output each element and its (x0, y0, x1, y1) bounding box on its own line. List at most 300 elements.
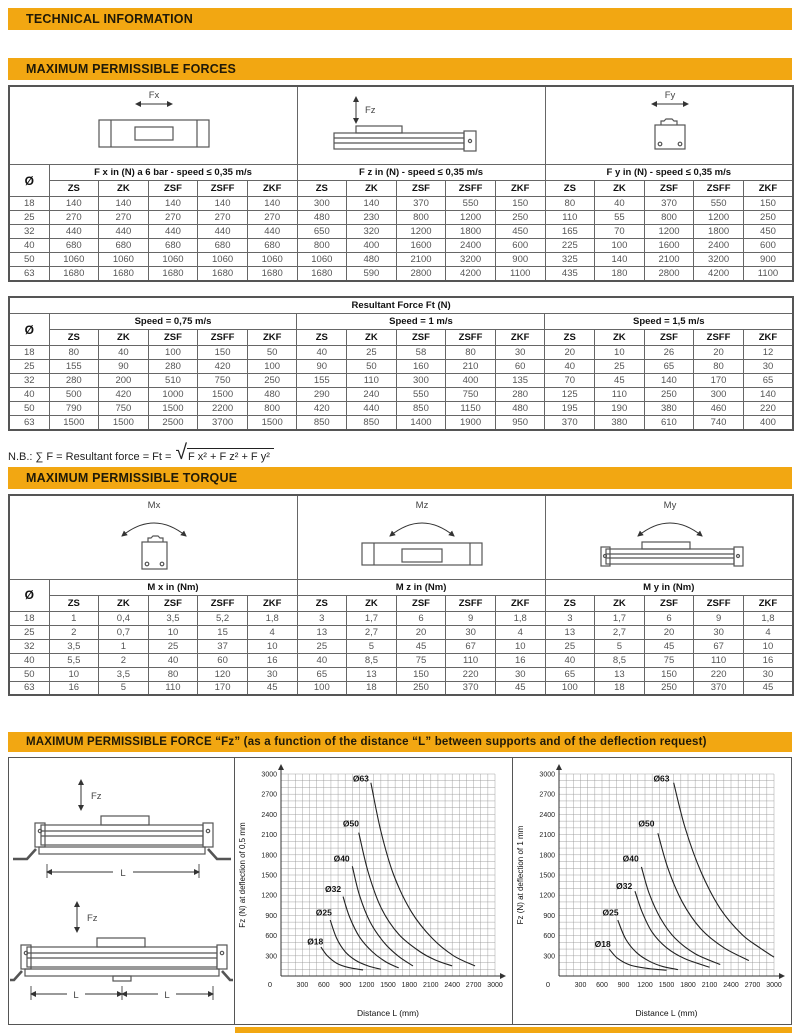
value-cell: 140 (49, 197, 99, 211)
series-label-d40: Ø40 (622, 853, 639, 864)
value-cell: 370 (694, 681, 744, 695)
value-cell: 440 (49, 225, 99, 239)
x-tick-label: 1800 (679, 982, 696, 989)
value-cell: 4200 (446, 267, 496, 281)
x-tick-label: 2700 (744, 982, 761, 989)
dim-label-2b: L (164, 990, 170, 1001)
value-cell: 40 (545, 653, 595, 667)
value-cell: 420 (99, 388, 149, 402)
fy-group-header: F y in (N) - speed ≤ 0,35 m/s (545, 165, 793, 181)
fz-force-label-2: Fz (87, 913, 98, 924)
value-cell: 9 (446, 611, 496, 625)
value-cell: 220 (694, 667, 744, 681)
value-cell: 100 (297, 681, 347, 695)
value-cell: 80 (148, 667, 198, 681)
value-cell: 20 (694, 346, 744, 360)
value-cell: 200 (99, 374, 149, 388)
value-cell: 25 (545, 639, 595, 653)
value-cell: 110 (446, 653, 496, 667)
value-cell: 240 (347, 388, 397, 402)
value-cell: 440 (99, 225, 149, 239)
value-cell: 250 (743, 211, 793, 225)
support-diagrams-panel (9, 758, 235, 1024)
value-cell: 0,4 (99, 611, 149, 625)
value-cell: 680 (148, 239, 198, 253)
value-cell: 550 (446, 197, 496, 211)
torque-table (8, 494, 794, 697)
value-cell: 1500 (49, 416, 99, 430)
value-cell: 135 (495, 374, 545, 388)
value-cell: 900 (495, 253, 545, 267)
value-cell: 170 (694, 374, 744, 388)
value-cell: 30 (495, 346, 545, 360)
fz-chart-05mm (235, 758, 511, 1022)
table-row (9, 667, 793, 681)
table-row (9, 639, 793, 653)
value-cell: 1680 (148, 267, 198, 281)
col-header-zs: ZS (49, 595, 99, 611)
value-cell: 15 (198, 625, 248, 639)
col-header-zsf: ZSF (644, 181, 694, 197)
value-cell: 170 (198, 681, 248, 695)
dim-label-2a: L (73, 990, 79, 1001)
speed-1-header: Speed = 1 m/s (297, 314, 545, 330)
col-header-zs: ZS (49, 181, 99, 197)
col-header-zsff: ZSFF (694, 181, 744, 197)
value-cell: 3700 (198, 416, 248, 430)
diameter-value: 63 (9, 267, 49, 281)
col-header-zkf: ZKF (247, 181, 297, 197)
value-cell: 325 (545, 253, 595, 267)
table-row (9, 360, 793, 374)
col-header-zs: ZS (297, 181, 347, 197)
value-cell: 110 (545, 211, 595, 225)
value-cell: 16 (49, 681, 99, 695)
value-cell: 1100 (495, 267, 545, 281)
value-cell: 1100 (743, 267, 793, 281)
value-cell: 440 (347, 402, 397, 416)
value-cell: 90 (297, 360, 347, 374)
value-cell: 16 (247, 653, 297, 667)
col-header-zs: ZS (545, 330, 595, 346)
col-header-zs: ZS (545, 595, 595, 611)
fz-chart-1mm (513, 758, 790, 1022)
value-cell: 1900 (446, 416, 496, 430)
table-row (9, 402, 793, 416)
value-cell: 480 (247, 388, 297, 402)
value-cell: 30 (694, 625, 744, 639)
col-header-zkf: ZKF (743, 181, 793, 197)
forces-group-header-row (9, 165, 793, 181)
col-header-zkf: ZKF (495, 181, 545, 197)
col-header-zsff: ZSFF (446, 181, 496, 197)
col-header-zs: ZS (297, 595, 347, 611)
value-cell: 1500 (247, 416, 297, 430)
value-cell: 67 (446, 639, 496, 653)
speed-15-header: Speed = 1,5 m/s (545, 314, 793, 330)
value-cell: 100 (247, 360, 297, 374)
value-cell: 1500 (99, 416, 149, 430)
table-row (9, 253, 793, 267)
value-cell: 20 (396, 625, 446, 639)
series-label-d25: Ø25 (602, 907, 619, 918)
value-cell: 950 (495, 416, 545, 430)
value-cell: 2400 (446, 239, 496, 253)
value-cell: 250 (495, 211, 545, 225)
value-cell: 40 (297, 653, 347, 667)
value-cell: 1680 (49, 267, 99, 281)
value-cell: 380 (644, 402, 694, 416)
value-cell: 4 (495, 625, 545, 639)
col-header-zsf: ZSF (148, 181, 198, 197)
value-cell: 195 (545, 402, 595, 416)
y-tick-label: 600 (265, 933, 278, 941)
value-cell: 420 (198, 360, 248, 374)
page (0, 8, 800, 1018)
value-cell: 1,7 (347, 611, 397, 625)
x-axis-title: Distance L (mm) (635, 1008, 698, 1018)
value-cell: 20 (545, 346, 595, 360)
value-cell: 150 (644, 667, 694, 681)
y-tick-label: 2400 (261, 811, 278, 819)
diameter-value: 50 (9, 253, 49, 267)
x-tick-label: 900 (617, 982, 630, 989)
value-cell: 270 (198, 211, 248, 225)
y-axis-title: Fz (N) at deflection of 1 mm (515, 825, 525, 925)
value-cell: 40 (297, 346, 347, 360)
fz-force-label-1: Fz (91, 791, 102, 802)
x-tick-label: 1200 (636, 982, 653, 989)
x-tick-label: 2700 (466, 982, 482, 989)
mx-torque-diagram (10, 496, 296, 576)
table-row (9, 653, 793, 667)
value-cell: 280 (495, 388, 545, 402)
value-cell: 70 (595, 225, 645, 239)
col-header-zkf: ZKF (495, 330, 545, 346)
value-cell: 6 (396, 611, 446, 625)
value-cell: 1200 (644, 225, 694, 239)
value-cell: 2 (99, 653, 149, 667)
value-cell: 440 (247, 225, 297, 239)
value-cell: 2200 (198, 402, 248, 416)
value-cell: 58 (396, 346, 446, 360)
col-header-zsf: ZSF (148, 330, 198, 346)
value-cell: 25 (148, 639, 198, 653)
x-axis-title: Distance L (mm) (357, 1008, 420, 1018)
value-cell: 2,7 (347, 625, 397, 639)
y-tick-label: 1500 (261, 872, 278, 880)
value-cell: 400 (347, 239, 397, 253)
col-header-zsff: ZSFF (694, 595, 744, 611)
fx-group-header: F x in (N) a 6 bar - speed ≤ 0,35 m/s (49, 165, 297, 181)
value-cell: 400 (743, 416, 793, 430)
value-cell: 150 (198, 346, 248, 360)
col-header-zsf: ZSF (148, 595, 198, 611)
value-cell: 3200 (694, 253, 744, 267)
grid (559, 774, 774, 976)
value-cell: 3 (545, 611, 595, 625)
diameter-column-header: Ø (9, 579, 49, 611)
resultant-title-row (9, 297, 793, 314)
value-cell: 70 (545, 374, 595, 388)
value-cell: 45 (247, 681, 297, 695)
value-cell: 850 (297, 416, 347, 430)
diameter-value: 50 (9, 667, 49, 681)
value-cell: 45 (595, 374, 645, 388)
value-cell: 30 (495, 667, 545, 681)
value-cell: 790 (49, 402, 99, 416)
col-header-zsff: ZSFF (198, 330, 248, 346)
resultant-subcol-header-row (9, 330, 793, 346)
value-cell: 5 (347, 639, 397, 653)
x-tick-label: 2400 (722, 982, 739, 989)
table-row (9, 225, 793, 239)
value-cell: 1 (49, 611, 99, 625)
value-cell: 140 (148, 197, 198, 211)
value-cell: 30 (743, 360, 793, 374)
y-tick-label: 1500 (539, 872, 555, 880)
col-header-zsf: ZSF (396, 181, 446, 197)
value-cell: 1500 (148, 402, 198, 416)
table-row (9, 267, 793, 281)
value-cell: 100 (148, 346, 198, 360)
value-cell: 50 (247, 346, 297, 360)
value-cell: 680 (247, 239, 297, 253)
col-header-zk: ZK (347, 181, 397, 197)
value-cell: 80 (49, 346, 99, 360)
value-cell: 1200 (694, 211, 744, 225)
value-cell: 67 (694, 639, 744, 653)
value-cell: 460 (694, 402, 744, 416)
value-cell: 65 (743, 374, 793, 388)
value-cell: 140 (347, 197, 397, 211)
value-cell: 280 (148, 360, 198, 374)
value-cell: 380 (595, 416, 645, 430)
value-cell: 1060 (99, 253, 149, 267)
diameter-value: 18 (9, 611, 49, 625)
value-cell: 4200 (694, 267, 744, 281)
value-cell: 40 (148, 653, 198, 667)
value-cell: 100 (595, 239, 645, 253)
value-cell: 510 (148, 374, 198, 388)
value-cell: 13 (297, 625, 347, 639)
col-header-zkf: ZKF (495, 595, 545, 611)
value-cell: 125 (545, 388, 595, 402)
value-cell: 900 (743, 253, 793, 267)
value-cell: 10 (49, 667, 99, 681)
value-cell: 440 (148, 225, 198, 239)
value-cell: 2100 (396, 253, 446, 267)
value-cell: 230 (347, 211, 397, 225)
mz-torque-diagram (298, 496, 544, 576)
fz-chart-panel-1mm (513, 758, 791, 1024)
series-label-d32: Ø32 (325, 883, 342, 894)
value-cell: 16 (743, 653, 793, 667)
section-header-fz-charts: MAXIMUM PERMISSIBLE FORCE “Fz” (as a function of the distance “L” between supports and of the deflection request) (8, 732, 792, 752)
resultant-table (8, 296, 794, 431)
value-cell: 110 (347, 374, 397, 388)
diameter-value: 25 (9, 211, 49, 225)
value-cell: 8,5 (347, 653, 397, 667)
value-cell: 110 (595, 388, 645, 402)
col-header-zk: ZK (99, 595, 149, 611)
value-cell: 13 (595, 667, 645, 681)
value-cell: 435 (545, 267, 595, 281)
value-cell: 1150 (446, 402, 496, 416)
value-cell: 75 (644, 653, 694, 667)
diameter-column-header: Ø (9, 314, 49, 346)
table-row (9, 611, 793, 625)
col-header-zk: ZK (595, 330, 645, 346)
value-cell: 500 (49, 388, 99, 402)
value-cell: 5 (99, 681, 149, 695)
value-cell: 4 (247, 625, 297, 639)
value-cell: 150 (495, 197, 545, 211)
value-cell: 50 (347, 360, 397, 374)
diameter-value: 32 (9, 639, 49, 653)
diameter-value: 50 (9, 402, 49, 416)
value-cell: 2100 (644, 253, 694, 267)
value-cell: 370 (545, 416, 595, 430)
value-cell: 45 (396, 639, 446, 653)
x-tick-label: 1500 (380, 982, 397, 989)
table-row (9, 388, 793, 402)
value-cell: 680 (99, 239, 149, 253)
value-cell: 1060 (49, 253, 99, 267)
table-row (9, 239, 793, 253)
mz-label: Mz (415, 499, 429, 511)
col-header-zs: ZS (49, 330, 99, 346)
value-cell: 55 (595, 211, 645, 225)
value-cell: 6 (644, 611, 694, 625)
value-cell: 25 (347, 346, 397, 360)
value-cell: 750 (198, 374, 248, 388)
value-cell: 120 (198, 667, 248, 681)
fx-label: Fx (148, 90, 160, 101)
diameter-value: 25 (9, 625, 49, 639)
origin-label: 0 (268, 980, 273, 989)
value-cell: 550 (694, 197, 744, 211)
origin-label: 0 (545, 980, 550, 989)
diameter-value: 40 (9, 388, 49, 402)
table-row (9, 416, 793, 430)
value-cell: 2500 (148, 416, 198, 430)
value-cell: 180 (595, 267, 645, 281)
value-cell: 850 (347, 416, 397, 430)
value-cell: 80 (545, 197, 595, 211)
value-cell: 370 (446, 681, 496, 695)
y-tick-label: 3000 (261, 771, 278, 779)
col-header-zsff: ZSFF (198, 181, 248, 197)
value-cell: 45 (644, 639, 694, 653)
value-cell: 60 (495, 360, 545, 374)
fz-chart-panel-05mm (235, 758, 512, 1024)
series-label-d63: Ø63 (653, 773, 670, 784)
value-cell: 1000 (148, 388, 198, 402)
fz-charts-panel (8, 757, 792, 1025)
value-cell: 800 (396, 211, 446, 225)
value-cell: 40 (595, 197, 645, 211)
series-curve-d40 (353, 866, 414, 966)
my-group-header: M y in (Nm) (545, 579, 793, 595)
series-label-d40: Ø40 (334, 853, 351, 864)
value-cell: 25 (595, 360, 645, 374)
note-text: N.B.: ∑ F = Resultant force = Ft = (8, 450, 172, 463)
value-cell: 80 (446, 346, 496, 360)
value-cell: 3,5 (49, 639, 99, 653)
value-cell: 440 (198, 225, 248, 239)
x-tick-label: 900 (339, 982, 352, 989)
fz-label: Fz (365, 105, 376, 116)
value-cell: 140 (743, 388, 793, 402)
value-cell: 26 (644, 346, 694, 360)
value-cell: 40 (99, 346, 149, 360)
value-cell: 2 (49, 625, 99, 639)
value-cell: 610 (644, 416, 694, 430)
mx-diagram-cell (9, 495, 297, 580)
table-row (9, 625, 793, 639)
value-cell: 270 (49, 211, 99, 225)
value-cell: 65 (297, 667, 347, 681)
value-cell: 10 (743, 639, 793, 653)
value-cell: 300 (297, 197, 347, 211)
value-cell: 270 (148, 211, 198, 225)
value-cell: 1060 (148, 253, 198, 267)
series-curve-d50 (658, 833, 749, 960)
y-tick-label: 300 (265, 953, 278, 961)
value-cell: 2800 (644, 267, 694, 281)
value-cell: 140 (595, 253, 645, 267)
speed-075-header: Speed = 0,75 m/s (49, 314, 297, 330)
value-cell: 1,8 (495, 611, 545, 625)
value-cell: 2,7 (595, 625, 645, 639)
my-label: My (663, 499, 677, 511)
col-header-zsf: ZSF (644, 595, 694, 611)
resultant-title: Resultant Force Ft (N) (9, 297, 793, 314)
value-cell: 1 (99, 639, 149, 653)
value-cell: 165 (545, 225, 595, 239)
mx-group-header: M x in (Nm) (49, 579, 297, 595)
value-cell: 1500 (198, 388, 248, 402)
value-cell: 45 (743, 681, 793, 695)
value-cell: 155 (49, 360, 99, 374)
torque-diagram-row (9, 495, 793, 580)
table-row (9, 681, 793, 695)
value-cell: 65 (644, 360, 694, 374)
value-cell: 1060 (247, 253, 297, 267)
series-label-d32: Ø32 (615, 881, 632, 892)
col-header-zkf: ZKF (743, 595, 793, 611)
y-tick-label: 2100 (539, 832, 555, 840)
value-cell: 3,5 (148, 611, 198, 625)
fx-cylinder-diagram (10, 87, 296, 161)
value-cell: 18 (347, 681, 397, 695)
value-cell: 1,8 (743, 611, 793, 625)
value-cell: 18 (595, 681, 645, 695)
value-cell: 1680 (297, 267, 347, 281)
value-cell: 140 (99, 197, 149, 211)
diameter-value: 25 (9, 360, 49, 374)
resultant-speed-row (9, 314, 793, 330)
table-row (9, 197, 793, 211)
value-cell: 80 (694, 360, 744, 374)
value-cell: 30 (247, 667, 297, 681)
value-cell: 210 (446, 360, 496, 374)
value-cell: 270 (99, 211, 149, 225)
diameter-value: 18 (9, 197, 49, 211)
value-cell: 450 (743, 225, 793, 239)
fz-cylinder-diagram (298, 87, 544, 161)
